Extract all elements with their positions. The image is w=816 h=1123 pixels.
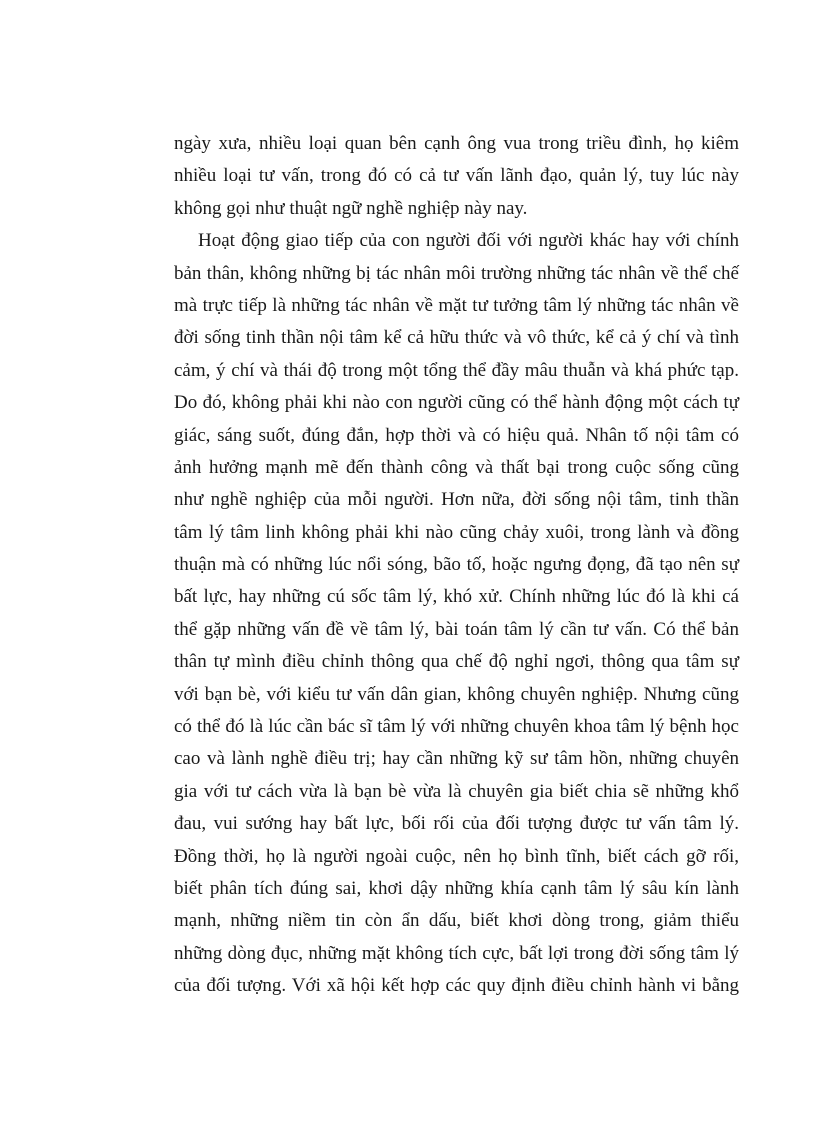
- text-line: đau, vui sướng hay bất lực, bối rối của đối tượng được tư vấn tâm lý.: [174, 813, 739, 835]
- text-line: ngày xưa, nhiều loại quan bên cạnh ông vua trong triều đình, họ kiêm: [174, 133, 739, 154]
- text-line: nhiều loại tư vấn, trong đó có cả tư vấn lãnh đạo, quản lý, tuy lúc này: [174, 165, 739, 187]
- text-line: cao và lành nghề điều trị; hay cần những kỹ sư tâm hồn, những chuyên: [174, 748, 739, 770]
- text-line: của đối tượng. Với xã hội kết hợp các quy định điều chỉnh hành vi bằng: [174, 975, 739, 997]
- text-line: giác, sáng suốt, đúng đắn, hợp thời và có hiệu quả. Nhân tố nội tâm có: [174, 424, 739, 446]
- text-line: cảm, ý chí và thái độ trong một tổng thể đầy mâu thuẫn và khá phức tạp.: [174, 359, 739, 381]
- text-line: thể gặp những vấn đề về tâm lý, bài toán tâm lý cần tư vấn. Có thể bản: [174, 618, 739, 640]
- text-line: mà trực tiếp là những tác nhân về mặt tư tưởng tâm lý những tác nhân về: [174, 294, 739, 316]
- text-line: gia với tư cách vừa là bạn bè vừa là chuyên gia biết chia sẽ những khổ: [174, 780, 739, 802]
- text-line: Hoạt động giao tiếp của con người đối với người khác hay với chính: [198, 230, 739, 252]
- text-line: mạnh, những niềm tin còn ẩn dấu, biết khơi dòng trong, giảm thiểu: [174, 910, 739, 932]
- text-line: Do đó, không phải khi nào con người cũng có thể hành động một cách tự: [174, 392, 739, 414]
- text-line: tâm lý tâm linh không phải khi nào cũng chảy xuôi, trong lành và đồng: [174, 521, 739, 543]
- text-line: bất lực, hay những cú sốc tâm lý, khó xử. Chính những lúc đó là khi cá: [174, 586, 739, 608]
- text-line: những dòng đục, những mặt không tích cực, bất lợi trong đời sống tâm lý: [174, 942, 739, 964]
- text-line: như nghề nghiệp của mỗi người. Hơn nữa, đời sống nội tâm, tinh thần: [174, 489, 739, 511]
- text-line: ảnh hưởng mạnh mẽ đến thành công và thất bại trong cuộc sống cũng: [174, 456, 739, 478]
- text-line: với bạn bè, với kiểu tư vấn dân gian, không chuyên nghiệp. Nhưng cũng: [174, 683, 739, 705]
- text-line: Đồng thời, họ là người ngoài cuộc, nên họ bình tĩnh, biết cách gỡ rối,: [174, 845, 739, 867]
- text-line: có thể đó là lúc cần bác sĩ tâm lý với những chuyên khoa tâm lý bệnh học: [174, 716, 739, 738]
- body-text: [174, 128, 739, 1003]
- text-line: biết phân tích đúng sai, khơi dậy những khía cạnh tâm lý sâu kín lành: [174, 877, 739, 899]
- text-line: đời sống tinh thần nội tâm kể cả hữu thức và vô thức, kể cả ý chí và tình: [174, 327, 739, 349]
- text-line: thuận mà có những lúc nổi sóng, bão tố, hoặc ngưng đọng, đã tạo nên sự: [174, 554, 739, 576]
- text-line: thân tự mình điều chỉnh thông qua chế độ nghỉ ngơi, thông qua tâm sự: [174, 651, 739, 673]
- text-line: không gọi như thuật ngữ nghề nghiệp này nay.: [174, 197, 528, 219]
- text-line: bản thân, không những bị tác nhân môi trường những tác nhân về thể chế: [174, 262, 739, 284]
